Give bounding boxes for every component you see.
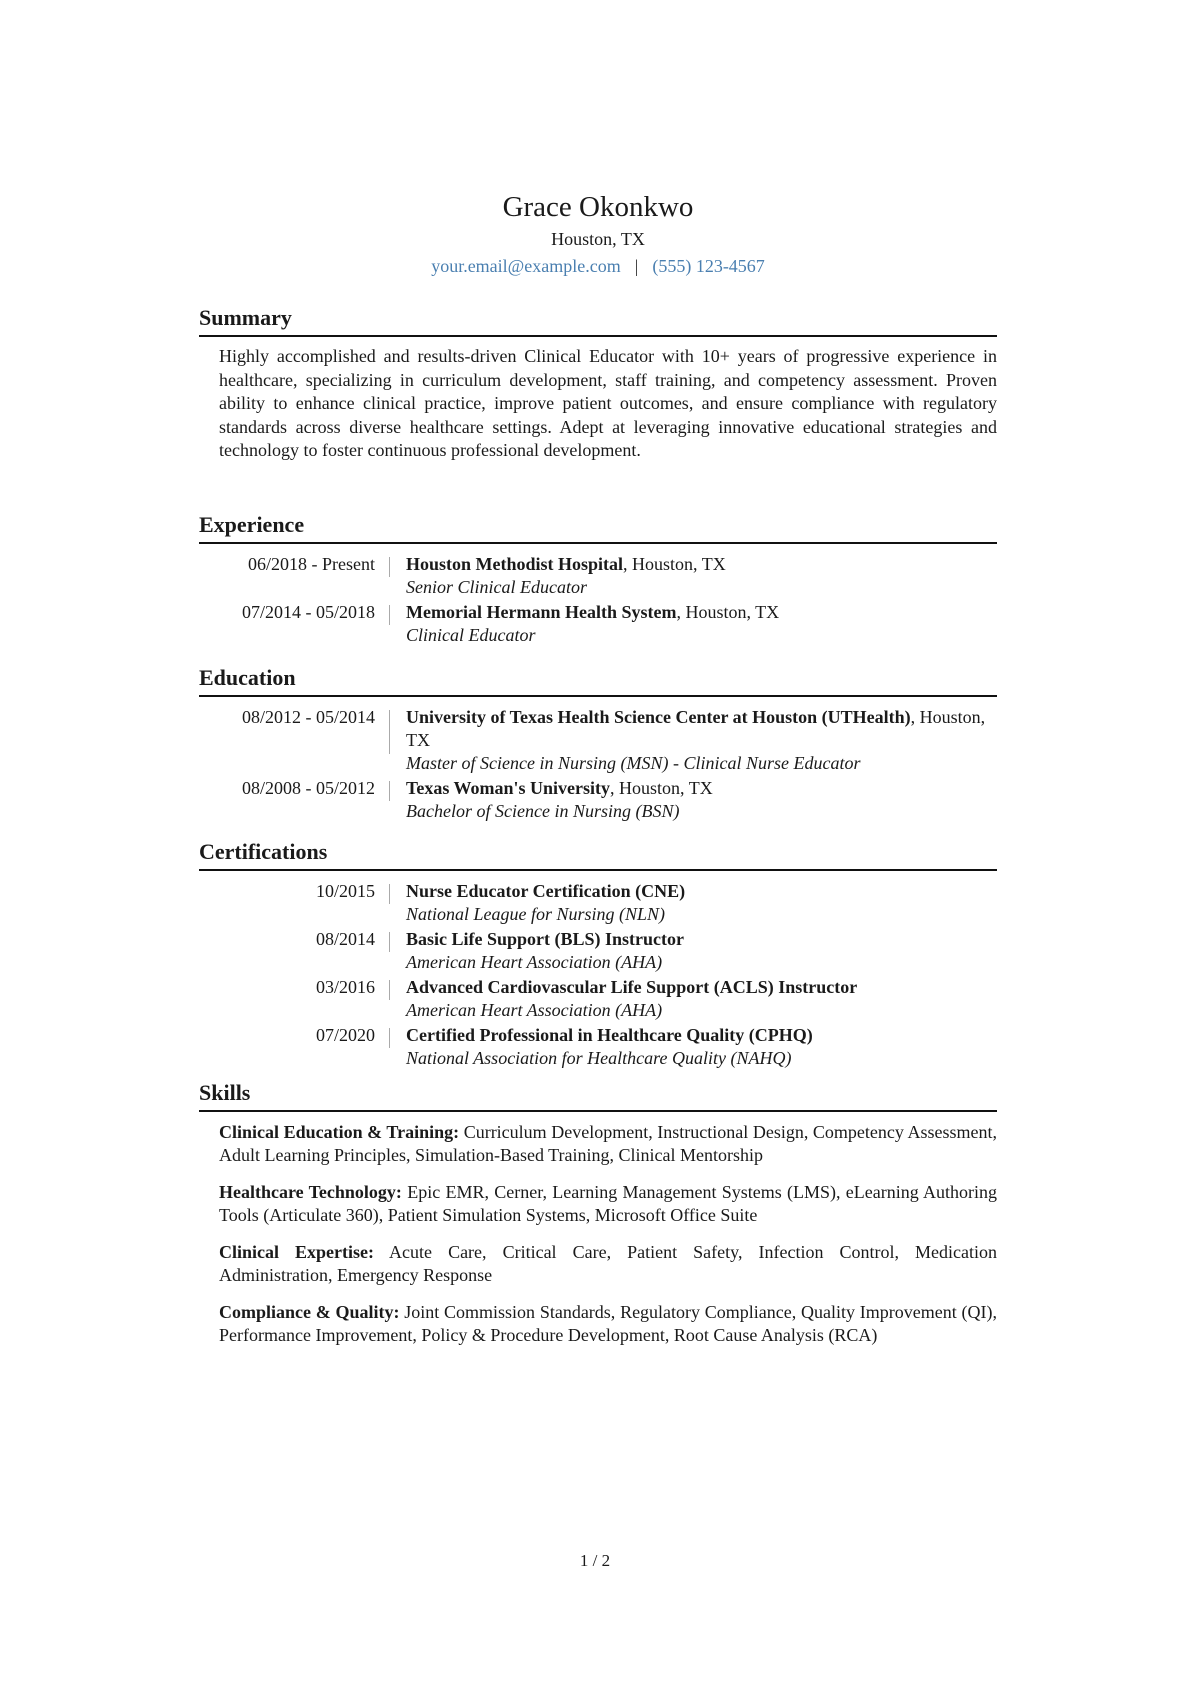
certification-entry: [199, 976, 997, 1022]
skill-group: [219, 1121, 997, 1167]
entry-date: 08/2012 - 05/2014: [199, 706, 390, 775]
education-entry: [199, 706, 997, 775]
certification-issuer: American Heart Association (AHA): [406, 1000, 663, 1020]
certification-name: Certified Professional in Healthcare Quality (CPHQ): [406, 1025, 813, 1045]
entry-date: 08/2014: [199, 928, 390, 974]
entry-role: Clinical Educator: [406, 625, 536, 645]
skills-section: [199, 1079, 997, 1361]
entry-organization: Memorial Hermann Health System: [406, 602, 677, 622]
entry-date: 07/2014 - 05/2018: [199, 601, 390, 647]
entry-institution: Texas Woman's University: [406, 778, 611, 798]
education-entry: [199, 777, 997, 823]
certification-entry: [199, 1024, 997, 1070]
entry-location: , Houston, TX: [623, 554, 726, 574]
summary-section: [199, 304, 997, 463]
contact-line: [199, 254, 997, 278]
certification-issuer: American Heart Association (AHA): [406, 952, 663, 972]
entry-role: Senior Clinical Educator: [406, 577, 587, 597]
email-link[interactable]: your.email@example.com: [431, 256, 621, 276]
skill-group-text: Curriculum Development, Instructional Design, Competency Assessment, Adult Learning Principles, Simulation-Based Training, Clinical Mentorship: [219, 1122, 997, 1165]
contact-separator: |: [634, 256, 639, 276]
certification-name: Basic Life Support (BLS) Instructor: [406, 929, 685, 949]
phone-link[interactable]: (555) 123-4567: [652, 256, 765, 276]
skill-group-label: Compliance & Quality:: [219, 1302, 400, 1322]
skill-group: [219, 1181, 997, 1227]
certification-issuer: National League for Nursing (NLN): [406, 904, 666, 924]
skill-group-label: Healthcare Technology:: [219, 1182, 402, 1202]
skill-group-label: Clinical Education & Training:: [219, 1122, 460, 1142]
section-title-experience: Experience: [199, 511, 997, 544]
experience-section: [199, 511, 997, 649]
candidate-name: Grace Okonkwo: [502, 191, 694, 223]
entry-date: 03/2016: [199, 976, 390, 1022]
summary-text: Highly accomplished and results-driven Clinical Educator with 10+ years of progressive experience in healthcare, specializing in curriculum development, staff training, and competency assessment. Proven ability to enhance clinical practice, improve patient outcomes, and ensure compliance with regulatory standards across diverse healthcare settings. Adept at leveraging innovative educational strategies and technology to foster continuous professional development.: [219, 346, 997, 460]
entry-date: 08/2008 - 05/2012: [199, 777, 390, 823]
entry-date: 06/2018 - Present: [199, 553, 390, 599]
entry-location: , Houston, TX: [406, 707, 986, 750]
certification-name: Advanced Cardiovascular Life Support (ACLS) Instructor: [406, 977, 858, 997]
entry-location: , Houston, TX: [676, 602, 780, 622]
resume-header: [199, 190, 997, 278]
section-title-education: Education: [199, 664, 997, 697]
certification-entry: [199, 880, 997, 926]
certification-name: Nurse Educator Certification (CNE): [406, 881, 686, 901]
entry-degree: Master of Science in Nursing (MSN) - Clinical Nurse Educator: [406, 753, 861, 773]
skill-group-text: Acute Care, Critical Care, Patient Safety, Infection Control, Medication Administration, Emergency Response: [219, 1242, 997, 1285]
section-title-skills: Skills: [199, 1079, 997, 1112]
certifications-section: [199, 838, 997, 1072]
certification-entry: [199, 928, 997, 974]
skill-group-text: Epic EMR, Cerner, Learning Management Systems (LMS), eLearning Authoring Tools (Articulate 360), Patient Simulation Systems, Microsoft Office Suite: [219, 1182, 997, 1225]
entry-date: 07/2020: [199, 1024, 390, 1070]
skill-group: [219, 1301, 997, 1347]
entry-degree: Bachelor of Science in Nursing (BSN): [406, 801, 680, 821]
education-section: [199, 664, 997, 825]
skill-group-text: Joint Commission Standards, Regulatory Compliance, Quality Improvement (QI), Performance Improvement, Policy & Procedure Development, Root Cause Analysis (RCA): [219, 1302, 997, 1345]
section-title-certifications: Certifications: [199, 838, 997, 871]
entry-institution: University of Texas Health Science Center at Houston (UTHealth): [406, 707, 911, 727]
skill-group: [219, 1241, 997, 1287]
entry-location: , Houston, TX: [610, 778, 713, 798]
candidate-location: Houston, TX: [551, 229, 645, 249]
entry-organization: Houston Methodist Hospital: [406, 554, 624, 574]
experience-entry: [199, 601, 997, 647]
page-indicator: 1 / 2: [579, 1551, 611, 1570]
skill-group-label: Clinical Expertise:: [219, 1242, 375, 1262]
entry-date: 10/2015: [199, 880, 390, 926]
experience-entry: [199, 553, 997, 599]
section-title-summary: Summary: [199, 304, 997, 337]
certification-issuer: National Association for Healthcare Quality (NAHQ): [406, 1048, 792, 1068]
